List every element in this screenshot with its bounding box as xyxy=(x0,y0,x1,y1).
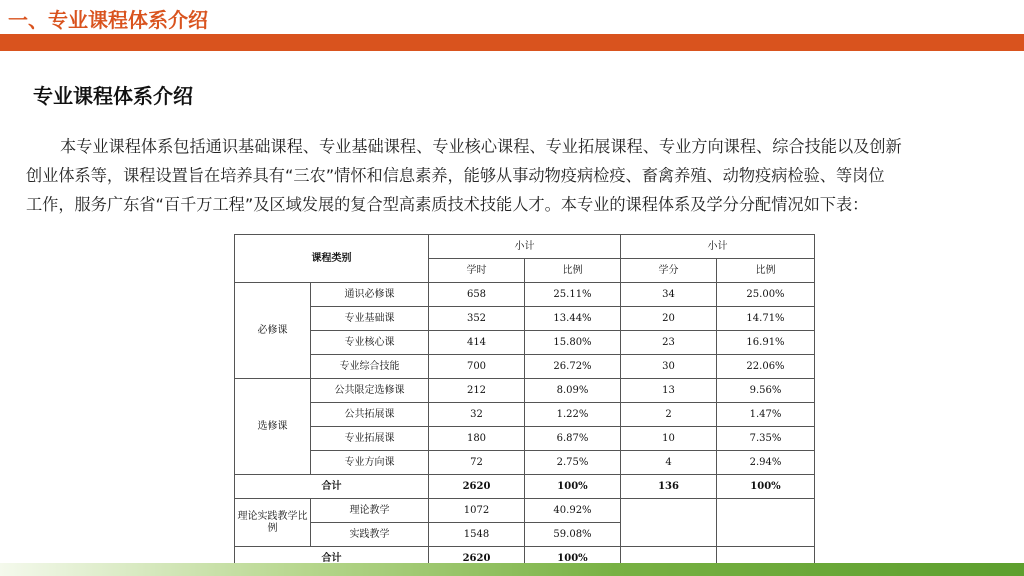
header-title: 一、专业课程体系介绍 xyxy=(8,8,208,32)
hours-cell: 180 xyxy=(429,427,525,451)
table-row xyxy=(235,427,815,451)
hours-cell: 700 xyxy=(429,355,525,379)
hours-cell: 212 xyxy=(429,379,525,403)
credits-cell: 10 xyxy=(621,427,717,451)
hours-cell: 72 xyxy=(429,451,525,475)
total-hours-ratio: 100% xyxy=(525,547,621,571)
total-label: 合计 xyxy=(235,475,429,499)
header-subtotal-credits: 小计 xyxy=(621,235,815,259)
intro-line: 创业体系等，课程设置旨在培养具有“三农”情怀和信息素养，能够从事动物疫病检疫、畜禽养殖、动物疫病检验、等岗位 xyxy=(26,166,885,185)
footer-bar xyxy=(0,563,1024,576)
hours-cell: 414 xyxy=(429,331,525,355)
table-row xyxy=(235,451,815,475)
empty-cell xyxy=(717,499,815,547)
course-name: 理论教学 xyxy=(311,499,429,523)
course-name: 专业方向课 xyxy=(311,451,429,475)
table-row xyxy=(235,283,815,307)
hours-ratio-cell: 2.75% xyxy=(525,451,621,475)
credits-cell: 30 xyxy=(621,355,717,379)
hours-ratio-cell: 25.11% xyxy=(525,283,621,307)
credits-ratio-cell: 7.35% xyxy=(717,427,815,451)
hours-cell: 1548 xyxy=(429,523,525,547)
hours-ratio-cell: 6.87% xyxy=(525,427,621,451)
intro-line: 本专业课程体系包括通识基础课程、专业基础课程、专业核心课程、专业拓展课程、专业方向课程、综合技能以及创新 xyxy=(60,137,902,156)
hours-cell: 352 xyxy=(429,307,525,331)
group-label-practice: 理论实践教学比例 xyxy=(235,499,311,547)
hours-ratio-cell: 15.80% xyxy=(525,331,621,355)
hours-ratio-cell: 8.09% xyxy=(525,379,621,403)
table-row xyxy=(235,499,815,523)
course-name: 实践教学 xyxy=(311,523,429,547)
course-name: 通识必修课 xyxy=(311,283,429,307)
total-hours: 2620 xyxy=(429,547,525,571)
course-name: 专业基础课 xyxy=(311,307,429,331)
credits-cell: 2 xyxy=(621,403,717,427)
table-row xyxy=(235,307,815,331)
header-hours: 学时 xyxy=(429,259,525,283)
group-label-elective: 选修课 xyxy=(235,379,311,475)
credits-cell: 34 xyxy=(621,283,717,307)
total-hours-ratio: 100% xyxy=(525,475,621,499)
hours-cell: 32 xyxy=(429,403,525,427)
curriculum-table xyxy=(234,234,815,571)
total-credits-ratio: 100% xyxy=(717,475,815,499)
header-bar xyxy=(0,34,1024,51)
course-name: 专业核心课 xyxy=(311,331,429,355)
hours-cell: 1072 xyxy=(429,499,525,523)
course-name: 专业综合技能 xyxy=(311,355,429,379)
intro-line: 工作，服务广东省“百千万工程”及区域发展的复合型高素质技术技能人才。本专业的课程体系及学分分配情况如下表： xyxy=(26,195,869,214)
hours-ratio-cell: 40.92% xyxy=(525,499,621,523)
course-name: 公共拓展课 xyxy=(311,403,429,427)
credits-cell: 23 xyxy=(621,331,717,355)
total-label: 合计 xyxy=(235,547,429,571)
table-row xyxy=(235,355,815,379)
course-name: 公共限定选修课 xyxy=(311,379,429,403)
credits-ratio-cell: 14.71% xyxy=(717,307,815,331)
header-ratio: 比例 xyxy=(525,259,621,283)
credits-ratio-cell: 9.56% xyxy=(717,379,815,403)
hours-ratio-cell: 13.44% xyxy=(525,307,621,331)
table-row xyxy=(235,331,815,355)
section-title: 专业课程体系介绍 xyxy=(33,84,193,108)
credits-ratio-cell: 16.91% xyxy=(717,331,815,355)
credits-cell: 13 xyxy=(621,379,717,403)
hours-ratio-cell: 1.22% xyxy=(525,403,621,427)
credits-ratio-cell: 25.00% xyxy=(717,283,815,307)
table-row xyxy=(235,379,815,403)
total-credits: 136 xyxy=(621,475,717,499)
credits-cell: 20 xyxy=(621,307,717,331)
group-label-required: 必修课 xyxy=(235,283,311,379)
credits-ratio-cell: 22.06% xyxy=(717,355,815,379)
credits-ratio-cell: 1.47% xyxy=(717,403,815,427)
header-subtotal-hours: 小计 xyxy=(429,235,621,259)
total-hours: 2620 xyxy=(429,475,525,499)
credits-ratio-cell: 2.94% xyxy=(717,451,815,475)
hours-cell: 658 xyxy=(429,283,525,307)
intro-paragraph xyxy=(26,132,956,219)
empty-cell xyxy=(621,499,717,547)
table-row xyxy=(235,403,815,427)
course-name: 专业拓展课 xyxy=(311,427,429,451)
hours-ratio-cell: 26.72% xyxy=(525,355,621,379)
hours-ratio-cell: 59.08% xyxy=(525,523,621,547)
header-credits: 学分 xyxy=(621,259,717,283)
total-row xyxy=(235,475,815,499)
header-ratio: 比例 xyxy=(717,259,815,283)
table-header-row xyxy=(235,235,815,259)
header-category: 课程类别 xyxy=(235,235,429,283)
credits-cell: 4 xyxy=(621,451,717,475)
